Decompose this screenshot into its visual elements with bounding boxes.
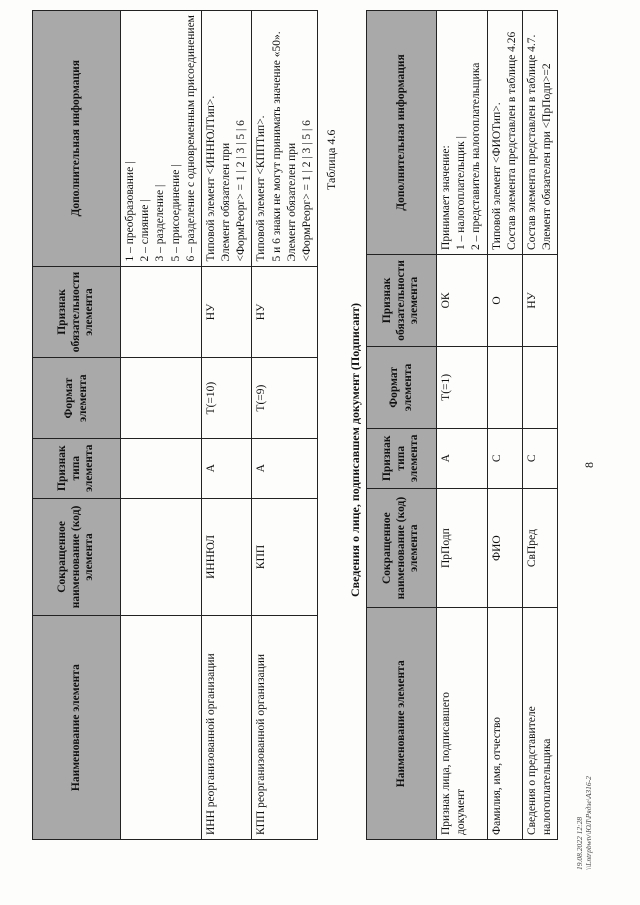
element-info: Типовой элемент <ФИОТип>. Состав элемента представлен в таблице 4.26 <box>487 11 522 255</box>
element-code: ФИО <box>487 488 522 608</box>
header-code: Сокращенное наименование (код) элемента <box>367 488 437 608</box>
element-code: СвПред <box>522 488 557 608</box>
element-name: Сведения о представителе налогоплательщика <box>522 608 557 840</box>
header-required: Признак обязательности элемента <box>33 266 121 358</box>
table-caption: Таблица 4.6 <box>324 129 338 190</box>
reorganization-table <box>32 10 318 840</box>
header-required: Признак обязательности элемента <box>367 254 437 346</box>
table-row <box>522 11 557 840</box>
section-title: Сведения о лице, подписавшем документ (Подписант) <box>348 302 362 598</box>
header-info: Дополнительная информация <box>367 11 437 255</box>
table-row <box>201 11 252 840</box>
header-code: Сокращенное наименование (код) элемента <box>33 498 121 616</box>
reorg-form-values: 1 – преобразование | 2 – слияние | 3 – разделение | 5 – присоединение | 6 – разделение с одновременным присоединением <box>121 11 202 267</box>
element-type: A <box>437 428 488 488</box>
element-format: T(=1) <box>437 346 488 428</box>
element-name: ИНН реорганизованной организации <box>201 616 252 840</box>
print-stamp: 19.08.2022 12:28 \\Lntrpbwtv\ЮЛ\Рядзе\А316-2 <box>575 776 594 870</box>
element-code: ИННЮЛ <box>201 498 252 616</box>
element-info: Типовой элемент <КППТип>. 5 и 6 знаки не могут принимать значение «50». Элемент обязателен при <ФормРеорг> = 1 | 2 | 3 | 5 | 6 <box>252 11 318 267</box>
header-format: Формат элемента <box>367 346 437 428</box>
element-format <box>487 346 522 428</box>
element-required: НУ <box>201 266 252 358</box>
element-code: ПрПодп <box>437 488 488 608</box>
table-row <box>252 11 318 840</box>
table-header-row <box>367 11 437 840</box>
element-type: С <box>522 428 557 488</box>
header-name: Наименование элемента <box>33 616 121 840</box>
signatory-table <box>366 10 558 840</box>
element-required: О <box>487 254 522 346</box>
element-type: С <box>487 428 522 488</box>
header-type: Признак типа элемента <box>33 438 121 498</box>
table-row <box>487 11 522 840</box>
element-code: КПП <box>252 498 318 616</box>
element-type: A <box>201 438 252 498</box>
element-info: Типовой элемент <ИННЮЛТип>. Элемент обязателен при <ФормРеорг> = 1 | 2 | 3 | 5 | 6 <box>201 11 252 267</box>
element-required: НУ <box>252 266 318 358</box>
element-format: T(=9) <box>252 358 318 438</box>
element-format <box>522 346 557 428</box>
element-required: ОК <box>437 254 488 346</box>
header-info: Дополнительная информация <box>33 11 121 267</box>
header-name: Наименование элемента <box>367 608 437 840</box>
element-type: A <box>252 438 318 498</box>
element-format: T(=10) <box>201 358 252 438</box>
element-name: Признак лица, подписавшего документ <box>437 608 488 840</box>
element-name: КПП реорганизованной организации <box>252 616 318 840</box>
header-format: Формат элемента <box>33 358 121 438</box>
table-row <box>121 11 202 840</box>
table-header-row <box>33 11 121 840</box>
element-name: Фамилия, имя, отчество <box>487 608 522 840</box>
element-info: Принимает значение: 1 – налогоплательщик | 2 – представитель налогоплательщика <box>437 11 488 255</box>
table-row <box>437 11 488 840</box>
element-required: НУ <box>522 254 557 346</box>
page-number: 8 <box>582 462 596 468</box>
rotated-content <box>30 10 630 880</box>
element-info: Состав элемента представлен в таблице 4.7. Элемент обязателен при <ПрПодп>=2 <box>522 11 557 255</box>
header-type: Признак типа элемента <box>367 428 437 488</box>
